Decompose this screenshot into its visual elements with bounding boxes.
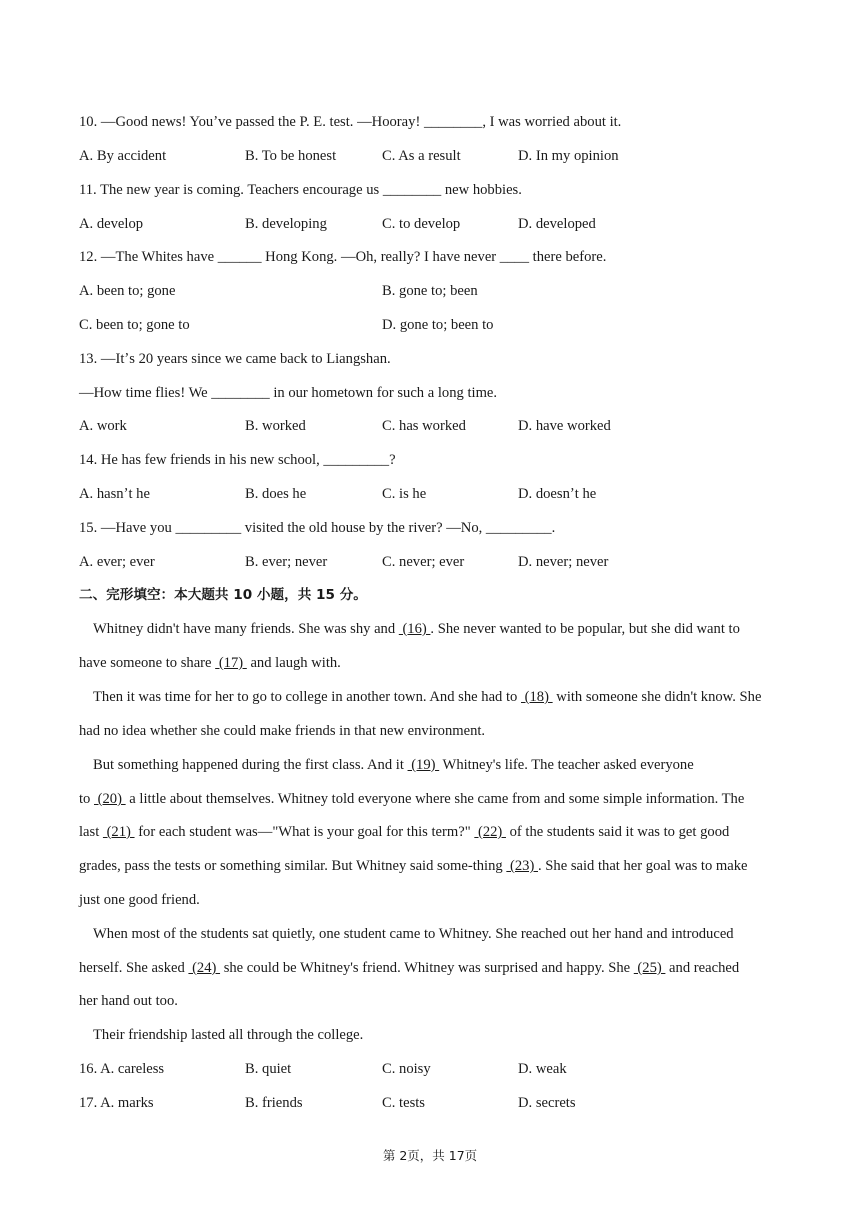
passage-line: [79, 654, 341, 672]
blank-16: (16): [398, 621, 431, 637]
blank-19: (19): [407, 757, 440, 773]
passage-text: with someone she didn't know. She: [552, 689, 762, 705]
q13-option-b: B. worked: [245, 418, 306, 434]
blank-22: (22): [474, 824, 506, 840]
q13-option-c: C. has worked: [382, 418, 466, 434]
passage-text: a little about themselves. Whitney told everyone where she came from and some simple information. The: [125, 791, 745, 807]
q10-option-d: D. In my opinion: [518, 148, 619, 164]
passage-line: her hand out too.: [79, 993, 178, 1009]
passage-line: Their friendship lasted all through the college.: [93, 1027, 364, 1043]
q10-option-b: B. To be honest: [245, 148, 337, 164]
q13-option-a: A. work: [79, 418, 127, 434]
q12-option-a: A. been to; gone: [79, 283, 176, 299]
q17-option-c: C. tests: [382, 1095, 425, 1111]
passage-text: for each student was—"What is your goal for this term?": [134, 824, 475, 840]
passage-text: of the students said it was to get good: [505, 824, 730, 840]
q11-stem: 11. The new year is coming. Teachers encourage us ________ new hobbies.: [79, 182, 522, 198]
section-heading-count: 10: [233, 587, 253, 603]
passage-text: Whitney didn't have many friends. She was shy and: [93, 621, 399, 637]
q15-option-c: C. never; ever: [382, 554, 465, 570]
q17-option-d: D. secrets: [518, 1095, 576, 1111]
passage-line: [93, 756, 694, 774]
q11-option-b: B. developing: [245, 216, 327, 232]
q16-option-c: C. noisy: [382, 1061, 431, 1077]
section-heading-pre: 二、完形填空：本大题共: [79, 587, 229, 603]
q10-option-a: A. By accident: [79, 148, 167, 164]
q14-option-a: A. hasnʼt he: [79, 486, 150, 502]
passage-text: . She never wanted to be popular, but she did want to: [430, 621, 740, 637]
q11-option-a: A. develop: [79, 216, 144, 232]
blank-18: (18): [521, 689, 553, 705]
blank-17: (17): [215, 655, 247, 671]
passage-text: she could be Whitney's friend. Whitney was surprised and happy. She: [220, 960, 634, 976]
passage-line: When most of the students sat quietly, one student came to Whitney. She reached out her hand and introduced: [93, 926, 734, 942]
passage-text: and laugh with.: [246, 655, 341, 671]
passage-text: . She said that her goal was to make: [537, 858, 748, 874]
passage-text: grades, pass the tests or something similar. But Whitney said some-thing: [79, 858, 507, 874]
q16-option-a: 16. A. careless: [79, 1061, 165, 1077]
blank-25: (25): [633, 960, 666, 976]
passage-text: Whitney's life. The teacher asked everyone: [439, 757, 694, 773]
passage-text: and reached: [665, 960, 740, 976]
q13-stem-reply: —How time flies! We ________ in our hometown for such a long time.: [79, 385, 498, 401]
q12-option-b: B. gone to; been: [382, 283, 478, 299]
q13-option-d: D. have worked: [518, 418, 611, 434]
blank-21: (21): [102, 824, 135, 840]
q15-option-d: D. never; never: [518, 554, 609, 570]
passage-line: [93, 620, 740, 638]
section-heading-mid: 小题，共: [256, 587, 312, 603]
blank-23: (23): [506, 858, 538, 874]
passage-line: had no idea whether she could make friends in that new environment.: [79, 723, 486, 739]
passage-text: But something happened during the first class. And it: [93, 757, 408, 773]
section-heading-score: 15: [316, 587, 335, 603]
q13-stem: 13. —Itʼs 20 years since we came back to Liangshan.: [79, 351, 391, 367]
blank-24: (24): [188, 960, 221, 976]
q14-option-d: D. doesnʼt he: [518, 486, 597, 502]
q11-option-d: D. developed: [518, 216, 596, 232]
passage-text: Then it was time for her to go to college in another town. And she had to: [93, 689, 521, 705]
passage-text: herself. She asked: [79, 960, 189, 976]
q11-option-c: C. to develop: [382, 216, 461, 232]
passage-line: [79, 857, 748, 875]
q14-option-b: B. does he: [245, 486, 307, 502]
q15-option-b: B. ever; never: [245, 554, 328, 570]
passage-line: just one good friend.: [79, 892, 200, 908]
passage-line: [93, 688, 761, 706]
passage-text: have someone to share: [79, 655, 216, 671]
section-heading: [79, 586, 367, 604]
passage-line: [79, 823, 729, 841]
passage-text: last: [79, 824, 103, 840]
q12-option-c: C. been to; gone to: [79, 317, 190, 333]
q14-stem: 14. He has few friends in his new school, _________?: [79, 452, 396, 468]
q12-option-d: D. gone to; been to: [382, 317, 494, 333]
q10-stem: 10. —Good news! Youʼve passed the P. E. test. —Hooray! ________, I was worried about it.: [79, 114, 622, 130]
q12-stem: 12. —The Whites have ______ Hong Kong. —Oh, really? I have never ____ there before.: [79, 249, 607, 265]
q14-option-c: C. is he: [382, 486, 427, 502]
q10-option-c: C. As a result: [382, 148, 461, 164]
passage-text: to: [79, 791, 94, 807]
passage-line: [79, 959, 739, 977]
q16-option-d: D. weak: [518, 1061, 567, 1077]
q17-option-a: 17. A. marks: [79, 1095, 154, 1111]
q15-option-a: A. ever; ever: [79, 554, 155, 570]
passage-line: [79, 790, 744, 808]
q16-option-b: B. quiet: [245, 1061, 292, 1077]
q17-option-b: B. friends: [245, 1095, 303, 1111]
blank-20: (20): [94, 791, 126, 807]
q15-stem: 15. —Have you _________ visited the old house by the river? —No, _________.: [79, 520, 556, 536]
page-footer: 第 2页，共 17页: [382, 1148, 478, 1163]
section-heading-post: 分。: [339, 587, 367, 603]
